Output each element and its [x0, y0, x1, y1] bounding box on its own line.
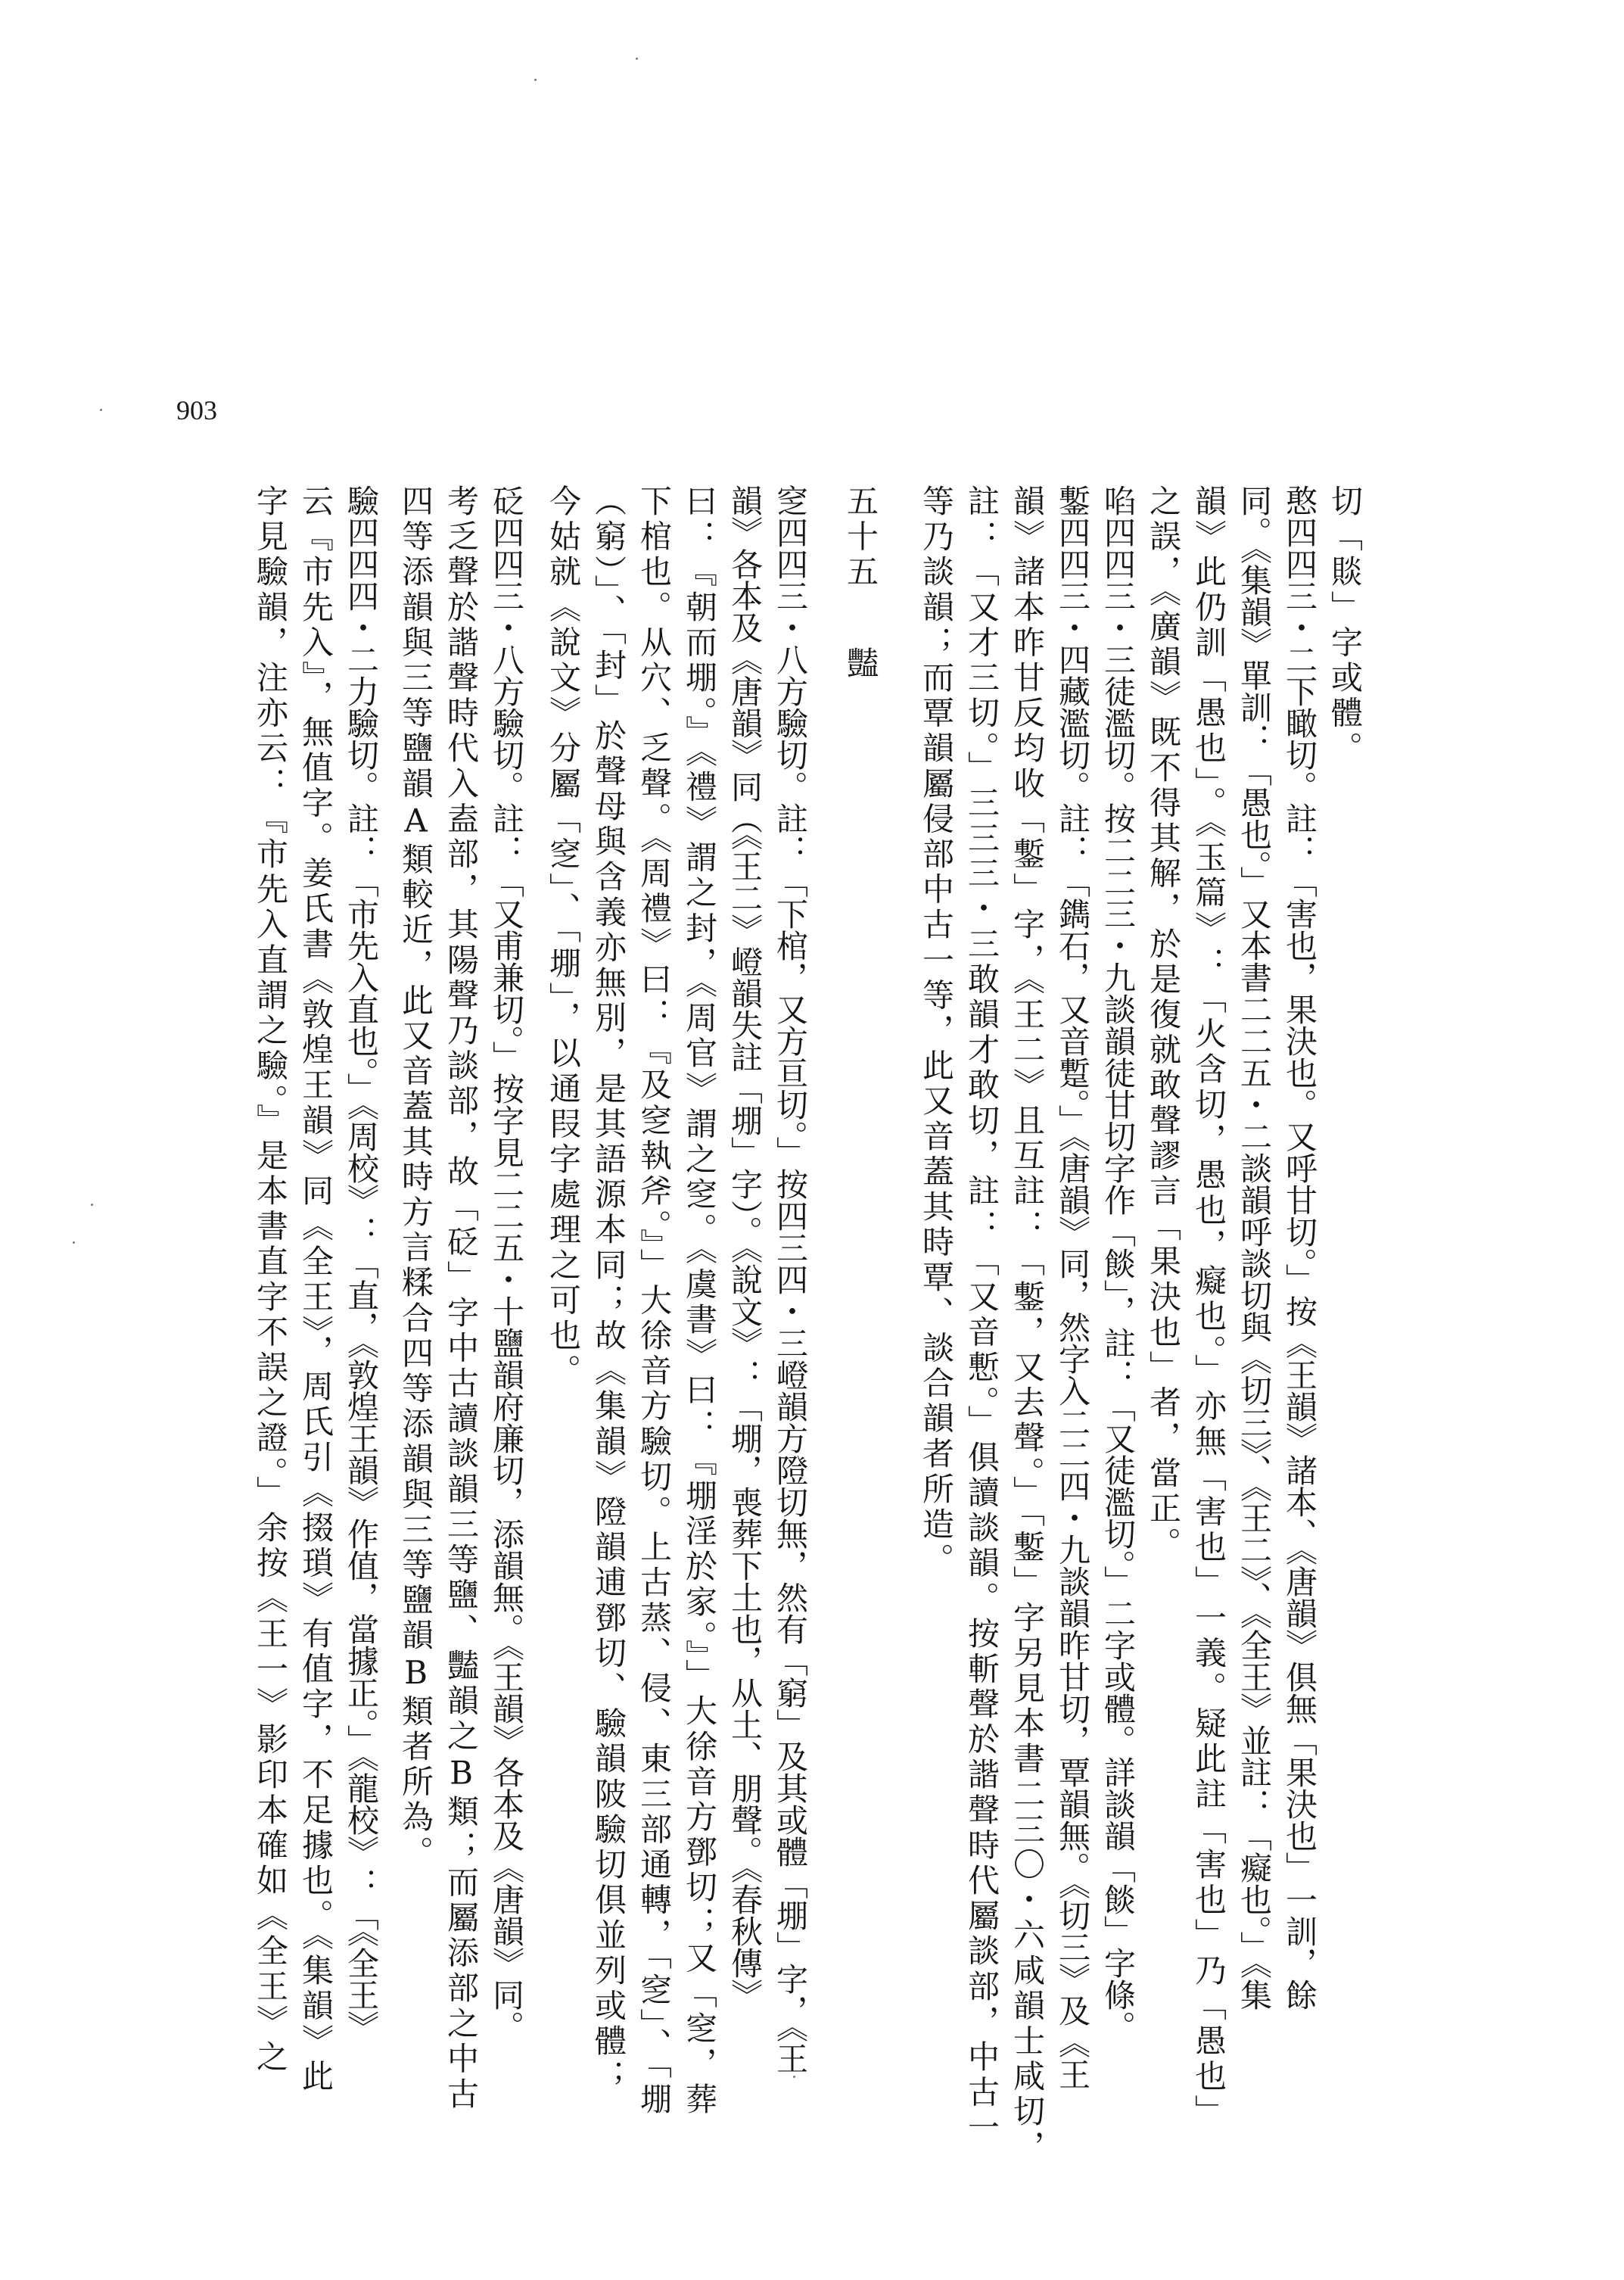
text-column-8: 韻》諸本昨甘反均收「鏨」字，《王二》且互註：「鏨，又去聲。」「鏨」字另見本書二三〇・六咸韻士咸切， [1009, 484, 1046, 2166]
text-column-19: 考乏聲於諧聲時代入盍部，其陽聲乃談部，故「砭」字中古讀談韻三等鹽、豔韻之B類；而屬添部之中古 [443, 484, 480, 2113]
text-column-18: 砭四四三・八方驗切。註：「又甫兼切。」按字見二二五・十鹽韻府廉切，添韻無。《王韻》各本及《唐韻》同。 [488, 484, 525, 2042]
text-column-10: 等乃談韻；而覃韻屬侵部中古一等，此又音蓋其時覃、談合韻者所造。 [918, 484, 955, 1578]
text-column-4: 韻》此仍訓「愚也」。《玉篇》：「火含切，愚也，癡也。」亦無「害也」一義。疑此註「害也」乃「愚也」 [1190, 484, 1227, 2130]
text-column-20: 四等添韻與三等鹽韻A類較近，此又音蓋其時方言糅合四等添韻與三等鹽韻B類者所為。 [397, 484, 434, 1871]
scan-speck [534, 79, 537, 81]
text-column-16: （窮）」、「封」於聲母與含義亦無別，是其語源本同；故《集韻》隥韻逋鄧切、驗韻陂驗切俱並列或體； [590, 484, 627, 2095]
text-column-9: 註：「又才三切。」三三三・三敢韻才敢切，註：「又音慙。」俱讀談韻。按斬聲於諧聲時代屬談部，中古一 [963, 484, 1000, 2146]
section-heading-name: 豔 [842, 646, 879, 682]
scan-speck [73, 1241, 75, 1244]
text-column-14: 曰：『朝而堋。』《禮》謂之封，《周官》謂之窆。《虞書》曰：『堋淫於家。』」大徐音方鄧切；又「窆，葬 [681, 484, 718, 2118]
scan-speck [100, 409, 102, 411]
scan-speck [636, 58, 638, 60]
text-column-2: 憨四四三・二下瞰切。註：「害也，果決也。又呼甘切。」按《王韻》諸本、《唐韻》俱無「果決也」一訓，餘 [1281, 484, 1318, 2011]
scan-speck [793, 2076, 795, 2078]
page-number: 903 [176, 395, 217, 425]
text-column-3: 同。《集韻》單訓：「愚也。」又本書二二五・二談韻呼談切與《切三》、《王二》、《全王》並註：「癡也。」《集 [1236, 484, 1273, 2011]
text-column-12: 窆四四三・八方驗切。註：「下棺，又方亘切。」按四三四・三嶝韻方隥切無，然有「窮」及其或體「堋」字，《王 [772, 484, 809, 2074]
text-column-15: 下棺也。从穴、乏聲。《周禮》曰：『及窆執斧。』」大徐音方驗切。上古蒸、侵、東三部通轉，「窆」、「堋 [636, 484, 673, 2118]
text-column-22: 云『市先入』，無值字。姜氏書《敦煌王韻》同《全王》，周氏引《掇瑣》有值字，不足據也。《集韻》此 [297, 484, 334, 2095]
text-column-23: 字見驗韻，注亦云：『市先入直謂之驗。』是本書直字不誤之證。」余按《王一》影印本確如《全王》之 [252, 484, 289, 2076]
text-column-17: 今姑就《說文》分屬「窆」、「堋」，以通叚字處理之可也。 [545, 484, 582, 1390]
text-column-7: 鏨四四三・四藏濫切。註：「鐫石，又音蹔。」《唐韻》同，然字入二二四・九談韻昨甘切，覃韻無。《切三》及《王 [1054, 484, 1091, 2090]
section-heading-number: 五十五 [842, 484, 879, 590]
text-column-21: 驗四四四・二力驗切。註：「市先入直也。」《周校》：「直，《敦煌王韻》作值，當據正。」《龍校》：「《全王》 [343, 484, 380, 2042]
text-column-13: 韻》各本及《唐韻》同（《王二》嶝韻失註「堋」字）。《說文》：「堋，喪葬下土也，从土、朋聲。《春秋傳》 [726, 484, 764, 2011]
text-column-6: 啗四四三・三徒濫切。按二二三・九談韻徒甘切字作「餤」，註：「又徒濫切。」二字或體。詳談韻「餤」字條。 [1100, 484, 1137, 2042]
text-column-5: 之誤，《廣韻》既不得其解，於是復就敢聲謬言「果決也」者，當正。 [1145, 484, 1182, 1562]
text-column-1: 切「賧」字或體。 [1327, 484, 1364, 767]
scan-speck [91, 1204, 93, 1206]
section-heading [838, 484, 882, 681]
